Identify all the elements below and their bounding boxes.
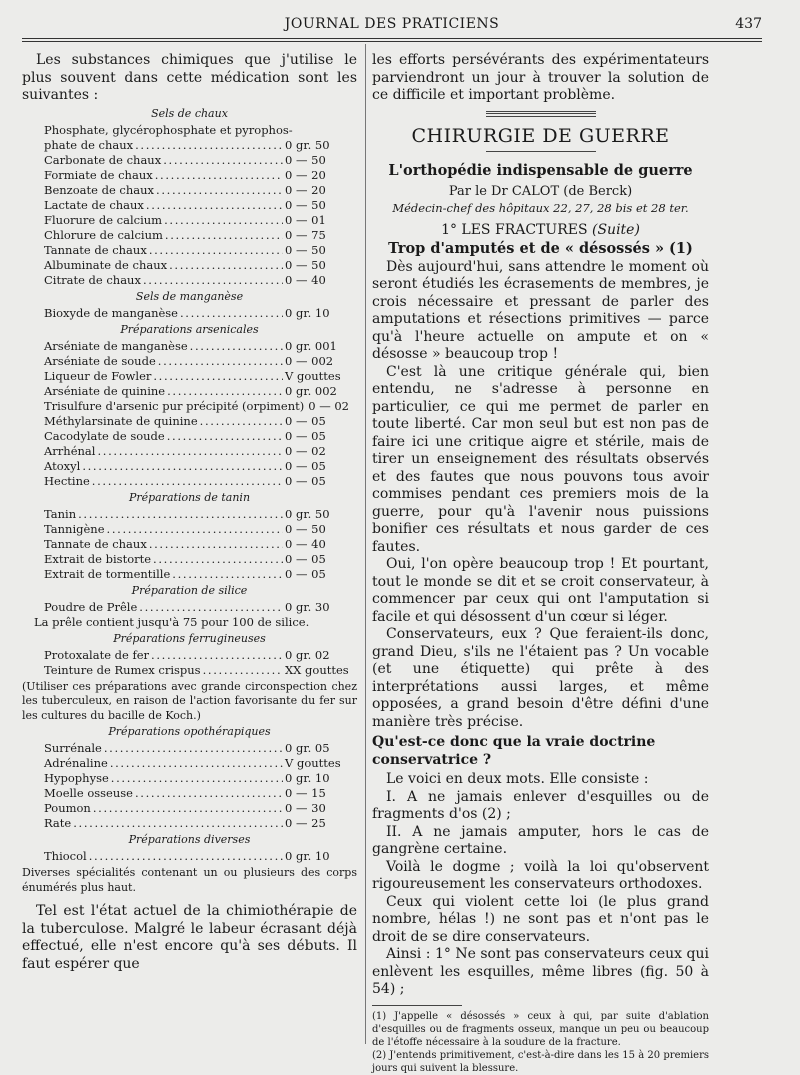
- body-paragraph: Conservateurs, eux ? Que feraient-ils donc, grand Dieu, s'ils ne l'étaient pas ? Un vocable (et une étiquette) qui prête à des interprétations aussi larges, et même opposées, a grand besoin d'être défini d'une manière très précise.: [372, 626, 709, 730]
- formulary-row: [22, 507, 357, 522]
- substance-name: Chlorure de calcium: [44, 227, 163, 242]
- formulary-row: [22, 429, 357, 444]
- journal-title: JOURNAL DES PRATICIENS: [284, 16, 500, 32]
- leader-dots: [190, 339, 283, 354]
- dose-value: XX gouttes: [285, 662, 349, 677]
- dose-value: 0 — 50: [285, 242, 326, 257]
- formulary-row: [22, 198, 357, 213]
- formulary-row: [22, 663, 357, 678]
- substance-name: Extrait de bistorte: [44, 551, 152, 566]
- substance-name: Extrait de tormentille: [44, 566, 171, 581]
- dose-value: 0 gr. 10: [285, 305, 330, 320]
- formulary-row: [22, 537, 357, 552]
- dose-value: 0 — 75: [285, 227, 326, 242]
- continuation-paragraph: les efforts persévérants des expérimentateurs parviendront un jour à trouver la solution de ce difficile et important problème.: [372, 52, 709, 103]
- substance-name: Protoxalate de fer: [44, 647, 150, 662]
- formulary-row: [22, 306, 357, 321]
- dose-value: 0 — 20: [285, 167, 326, 182]
- dose-value: 0 — 01: [285, 212, 326, 227]
- substance-name: Liqueur de Fowler: [44, 368, 152, 383]
- intro-paragraph: Les substances chimiques que j'utilise le plus souvent dans cette médication sont les suivantes :: [22, 52, 357, 103]
- dose-value: 0 gr. 30: [285, 599, 330, 614]
- formulary-row: [22, 849, 357, 864]
- formulary-row: [22, 444, 357, 459]
- page-number: 437: [735, 16, 762, 32]
- section-note: La prêle contient jusqu'à 75 pour 100 de silice.: [34, 614, 310, 629]
- dose-value: 0 — 50: [285, 152, 326, 167]
- substance-name: Arrhénal: [44, 443, 96, 458]
- rubric-rule: [486, 151, 596, 152]
- substance-name: Citrate de chaux: [44, 272, 141, 287]
- formulary-row: [22, 153, 357, 168]
- dose-value: 0 — 05: [285, 458, 326, 473]
- article-body-continued: [372, 771, 709, 999]
- footnotes: [372, 1010, 709, 1075]
- dose-value: 0 — 05: [285, 551, 326, 566]
- body-paragraph: Oui, l'on opère beaucoup trop ! Et pourtant, tout le monde se dit et se croit conservateur, à commencer par ceux qui ont l'amputation si facile et qui désossent d'un cœur si léger.: [372, 556, 709, 625]
- formulary-row: [22, 600, 357, 615]
- formulary-row: [22, 369, 357, 384]
- body-paragraph: Ainsi : 1° Ne sont pas conservateurs ceux qui enlèvent les esquilles, même libres (fig. 50 à 54) ;: [372, 946, 709, 997]
- leader-dots: [73, 816, 283, 831]
- formulary-row: [22, 414, 357, 429]
- body-paragraph: II. A ne jamais amputer, hors le cas de gangrène certaine.: [372, 823, 709, 857]
- leader-dots: [78, 507, 283, 522]
- right-column: [372, 52, 709, 1075]
- formulary-row: [22, 138, 357, 153]
- dose-value: 0 — 30: [285, 801, 326, 815]
- section-title: Préparations diverses: [128, 833, 251, 846]
- substance-name: Phosphate, glycérophosphate et pyrophos-: [44, 122, 293, 137]
- leader-dots: [155, 168, 283, 183]
- leader-dots: [163, 153, 283, 168]
- dose-value: 0 gr. 001: [285, 338, 337, 353]
- dose-value: 0 — 50: [285, 257, 326, 272]
- substance-name: Carbonate de chaux: [44, 152, 162, 167]
- substance-name: Benzoate de chaux: [44, 182, 155, 197]
- section-heading: [372, 222, 709, 238]
- section-title: Préparations arsenicales: [120, 322, 259, 336]
- formulary-row: [22, 243, 357, 258]
- leader-dots: [153, 369, 283, 384]
- leader-dots: [89, 849, 283, 864]
- substance-name: Atoxyl: [44, 458, 81, 473]
- question-heading: Qu'est-ce donc que la vraie doctrine conservatrice ?: [372, 734, 656, 768]
- article-body: [372, 259, 709, 732]
- leader-dots: [92, 474, 283, 489]
- formulary-row: [22, 786, 357, 801]
- dose-value: 0 — 25: [285, 816, 326, 830]
- substance-name: Moelle osseuse: [44, 786, 133, 800]
- dose-value: 0 gr. 002: [285, 383, 337, 398]
- leader-dots: [153, 552, 283, 567]
- footnote-rule: [372, 1005, 462, 1006]
- dose-value: 0 — 40: [285, 272, 326, 287]
- leader-dots: [110, 756, 283, 771]
- leader-dots: [146, 198, 283, 213]
- section-suffix: (Suite): [592, 221, 640, 238]
- substance-name: Poudre de Prêle: [44, 599, 138, 614]
- leader-dots: [156, 183, 283, 198]
- dose-value: 0 — 002: [285, 353, 334, 368]
- substance-name: Lactate de chaux: [44, 197, 144, 212]
- body-paragraph: Voilà le dogme ; voilà la loi qu'observent rigoureusement les conservateurs orthodoxes.: [372, 858, 709, 892]
- closing-paragraph: Tel est l'état actuel de la chimiothérapie de la tuberculose. Malgré le labeur écrasant déjà effectué, elle n'est encore qu'à ses débuts. Il faut espérer que: [22, 903, 357, 972]
- substance-name: Méthylarsinate de quinine: [44, 413, 198, 428]
- formulary-row: [22, 123, 357, 138]
- dose-value: 0 — 50: [285, 197, 326, 212]
- dose-value: 0 gr. 10: [285, 771, 330, 785]
- dose-value: 0 gr. 10: [285, 849, 330, 863]
- leader-dots: [111, 771, 283, 786]
- substance-name: Trisulfure d'arsenic pur précipité (orpiment): [44, 398, 305, 413]
- formulary-row: [22, 183, 357, 198]
- substance-name: phate de chaux: [44, 137, 134, 152]
- formulary-row: [22, 756, 357, 771]
- leader-dots: [158, 354, 283, 369]
- left-column: [22, 52, 357, 973]
- formulary-row: [22, 228, 357, 243]
- substance-name: Cacodylate de soude: [44, 428, 165, 443]
- leader-dots: [97, 444, 283, 459]
- dose-value: V gouttes: [285, 756, 341, 770]
- dose-value: 0 gr. 50: [285, 137, 330, 152]
- section-title: Préparation de silice: [131, 583, 248, 597]
- leader-dots: [135, 138, 283, 153]
- substance-name: Fluorure de calcium: [44, 212, 163, 227]
- dose-value: 0 — 20: [285, 182, 326, 197]
- leader-dots: [149, 243, 283, 258]
- substance-name: Arséniate de manganèse: [44, 338, 188, 353]
- substance-name: Formiate de chaux: [44, 167, 153, 182]
- section-title: Sels de chaux: [151, 106, 228, 120]
- dose-value: 0 — 02: [285, 443, 326, 458]
- formulary-row: [22, 552, 357, 567]
- formulary-sections: [22, 107, 357, 896]
- substance-name: Arséniate de soude: [44, 353, 156, 368]
- substance-name: Thiocol: [44, 849, 87, 863]
- section-title: 1° LES FRACTURES: [441, 221, 588, 238]
- dose-value: 0 — 02: [308, 398, 349, 413]
- section-title: Sels de manganèse: [135, 289, 244, 303]
- substance-name: Hypophyse: [44, 771, 109, 785]
- body-paragraph: Dès aujourd'hui, sans attendre le moment où seront étudiés les écrasements de membres, je crois nécessaire et pressant de parler des amputations et résections primitives — parce qu'à l'heure actuelle on ampute et on « désosse » beaucoup trop !: [372, 258, 709, 362]
- body-paragraph: Le voici en deux mots. Elle consiste :: [386, 771, 649, 787]
- formulary-row: [22, 399, 357, 414]
- leader-dots: [165, 228, 283, 243]
- leader-dots: [135, 786, 283, 801]
- substance-name: Arséniate de quinine: [44, 383, 166, 398]
- leader-dots: [149, 537, 283, 552]
- section-paragraph: Diverses spécialités contenant un ou plusieurs des corps énumérés plus haut.: [22, 866, 357, 894]
- dose-value: V gouttes: [285, 368, 341, 383]
- dose-value: 0 — 05: [285, 428, 326, 443]
- dose-value: 0 gr. 05: [285, 741, 330, 755]
- substance-name: Tannate de chaux: [44, 242, 147, 257]
- leader-dots: [164, 213, 283, 228]
- formulary-row: [22, 213, 357, 228]
- section-title: Préparations opothérapiques: [108, 725, 271, 738]
- formulary-row: [22, 354, 357, 369]
- leader-dots: [93, 801, 283, 816]
- substance-name: Teinture de Rumex crispus: [44, 662, 201, 677]
- footnote-item: (2) J'entends primitivement, c'est-à-dire dans les 15 à 20 premiers jours qui suivent la blessure.: [372, 1049, 709, 1074]
- dose-value: 0 gr. 50: [285, 506, 330, 521]
- dose-value: 0 — 40: [285, 536, 326, 551]
- leader-dots: [167, 429, 283, 444]
- formulary-row: [22, 168, 357, 183]
- substance-name: Adrénaline: [44, 756, 108, 770]
- formulary-row: [22, 567, 357, 582]
- body-paragraph: C'est là une critique générale qui, bien entendu, ne s'adresse à personne en particulier, ce qui me permet de parler en toute liberté. Car mon seul but est non pas de faire ici une critique aigre et stérile, mais de tirer un enseignement des résultats observés et des fautes que nous pouvons tous avoir commises pendant ces premiers mois de la guerre, pour qu'à l'avenir nous puissions bonifier ces résultats et nous garder de ces fautes.: [372, 363, 709, 555]
- substance-name: Tannate de chaux: [44, 536, 147, 551]
- page-header: [22, 14, 762, 36]
- substance-name: Hectine: [44, 473, 90, 488]
- body-paragraph: Ceux qui violent cette loi (le plus grand nombre, hélas !) ne sont pas et n'ont pas le droit de se dire conservateurs.: [372, 893, 709, 945]
- column-divider: [365, 44, 366, 1044]
- dose-value: 0 gr. 02: [285, 647, 330, 662]
- leader-dots: [82, 459, 283, 474]
- formulary-row: [22, 258, 357, 273]
- subsection-heading: Trop d'amputés et de « désossés » (1): [388, 239, 693, 257]
- formulary-row: [22, 273, 357, 288]
- formulary-row: [22, 801, 357, 816]
- leader-dots: [151, 648, 283, 663]
- dose-value: 0 — 50: [285, 521, 326, 536]
- header-rule: [22, 38, 762, 42]
- section-title: Préparations ferrugineuses: [113, 631, 266, 645]
- leader-dots: [104, 741, 283, 756]
- formulary-row: [22, 771, 357, 786]
- leader-dots: [107, 522, 283, 537]
- body-paragraph: I. A ne jamais enlever d'esquilles ou de fragments d'os (2) ;: [372, 788, 709, 822]
- dose-value: 0 — 05: [285, 413, 326, 428]
- section-title: Préparations de tanin: [128, 490, 251, 504]
- footnote-item: (1) J'appelle « désossés » ceux à qui, par suite d'ablation d'esquilles ou de fragments osseux, manque un peu ou beaucoup de l'étoffe nécessaire à la soudure de la fracture.: [372, 1010, 709, 1048]
- leader-dots: [172, 567, 283, 582]
- substance-name: Tannigène: [44, 521, 105, 536]
- substance-name: Bioxyde de manganèse: [44, 305, 178, 320]
- byline: Par le Dr CALOT (de Berck): [448, 183, 633, 199]
- dose-value: 0 — 05: [285, 473, 326, 488]
- substance-name: Tanin: [44, 506, 77, 521]
- leader-dots: [143, 273, 283, 288]
- formulary-row: [22, 459, 357, 474]
- decorative-rule: [486, 111, 596, 117]
- dose-value: 0 — 05: [285, 566, 326, 581]
- formulary-row: [22, 816, 357, 831]
- section-paragraph: (Utiliser ces préparations avec grande circonspection chez les tuberculeux, en raison de l'action favorisante du fer sur les cultures du bacille de Koch.): [22, 679, 357, 722]
- leader-dots: [203, 663, 283, 678]
- formulary-row: [22, 474, 357, 489]
- substance-name: Surrénale: [44, 741, 102, 755]
- leader-dots: [180, 306, 283, 321]
- leader-dots: [167, 384, 283, 399]
- affiliation: Médecin-chef des hôpitaux 22, 27, 28 bis et 28 ter.: [392, 200, 689, 215]
- leader-dots: [169, 258, 283, 273]
- formulary-row: [22, 384, 357, 399]
- dose-value: 0 — 15: [285, 786, 326, 800]
- formulary-row: [22, 522, 357, 537]
- leader-dots: [200, 414, 283, 429]
- substance-name: Albuminate de chaux: [44, 257, 168, 272]
- article-title: L'orthopédie indispensable de guerre: [388, 161, 693, 179]
- formulary-row: [22, 339, 357, 354]
- formulary-row: [22, 741, 357, 756]
- substance-name: Poumon: [44, 801, 91, 815]
- leader-dots: [139, 600, 283, 615]
- formulary-row: [22, 648, 357, 663]
- rubric-title: CHIRURGIE DE GUERRE: [411, 124, 670, 147]
- substance-name: Rate: [44, 816, 72, 830]
